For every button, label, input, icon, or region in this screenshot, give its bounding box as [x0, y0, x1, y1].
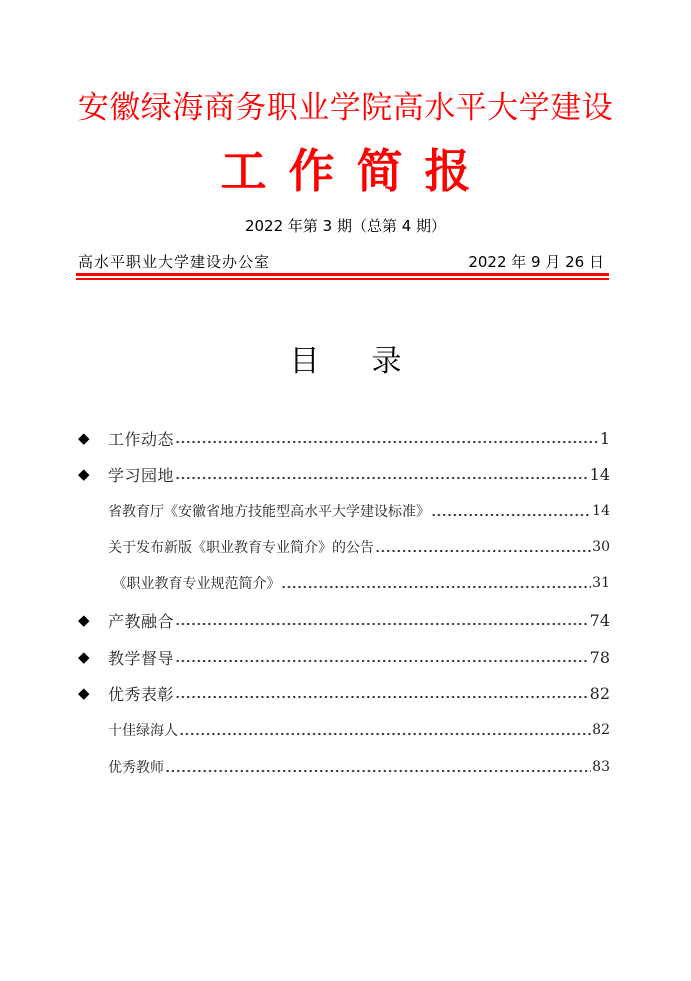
- toc-subitem-page: 30: [592, 539, 610, 555]
- toc-item[interactable]: [78, 607, 610, 633]
- dot-leader: [165, 769, 591, 773]
- toc-subitem[interactable]: [78, 754, 610, 780]
- toc-item[interactable]: [78, 425, 610, 451]
- toc-item[interactable]: [78, 461, 610, 487]
- red-divider-thin: [76, 278, 609, 280]
- toc-subitem[interactable]: [78, 534, 610, 560]
- toc-item-page: 14: [589, 464, 610, 484]
- dot-leader: [175, 440, 599, 444]
- dot-leader: [175, 695, 589, 699]
- toc-item-page: 1: [599, 428, 610, 448]
- issue-number: 2022 年第 3 期（总第 4 期）: [244, 217, 447, 235]
- toc-subitem[interactable]: [78, 717, 610, 743]
- toc-item-page: 78: [589, 647, 610, 667]
- dot-leader: [281, 585, 591, 589]
- red-divider-thick: [76, 273, 609, 276]
- toc-subitem-page: 14: [592, 503, 610, 519]
- dot-leader: [175, 476, 589, 480]
- dot-leader: [375, 549, 591, 553]
- toc-item-label: 产教融合: [108, 611, 175, 631]
- toc-subitem-label: 《职业教育专业规范简介》: [108, 576, 281, 592]
- toc-subitem-label: 优秀教师: [108, 760, 164, 776]
- dot-leader: [179, 732, 591, 736]
- toc-subitem[interactable]: [78, 570, 610, 596]
- college-title: 安徽绿海商务职业学院高水平大学建设: [77, 90, 614, 126]
- toc-subitem-label: 省教育厅《安徽省地方技能型高水平大学建设标准》: [108, 504, 430, 520]
- toc-item-label: 工作动态: [108, 429, 175, 449]
- toc-item-label: 优秀表彰: [108, 684, 175, 704]
- dot-leader: [175, 659, 589, 663]
- issue-date: 2022 年 9 月 26 日: [468, 253, 604, 271]
- toc-item[interactable]: [78, 680, 610, 706]
- toc-subitem-page: 82: [592, 722, 610, 738]
- toc-item-page: 82: [589, 683, 610, 703]
- bulletin-title: 工作简报: [220, 144, 493, 198]
- toc-item-label: 教学督导: [108, 648, 175, 668]
- masthead-info-row: [78, 252, 606, 272]
- toc-heading-right: 录: [371, 344, 402, 379]
- diamond-bullet-icon: ◆: [78, 465, 90, 483]
- diamond-bullet-icon: ◆: [78, 684, 90, 702]
- toc-subitem-label: 关于发布新版《职业教育专业简介》的公告: [108, 540, 374, 556]
- toc-item-label: 学习园地: [108, 465, 175, 485]
- toc-subitem-label: 十佳绿海人: [108, 723, 178, 739]
- dot-leader: [431, 513, 591, 517]
- toc-heading: [0, 342, 691, 382]
- toc-subitem-page: 31: [592, 575, 610, 591]
- toc-subitem-page: 83: [592, 759, 610, 775]
- toc-item[interactable]: [78, 644, 610, 670]
- dot-leader: [175, 622, 589, 626]
- issuing-office: 高水平职业大学建设办公室: [78, 253, 271, 271]
- toc-heading-left: 目: [289, 344, 320, 379]
- diamond-bullet-icon: ◆: [78, 429, 90, 447]
- toc-item-page: 74: [589, 610, 610, 630]
- toc-subitem[interactable]: [78, 498, 610, 524]
- diamond-bullet-icon: ◆: [78, 648, 90, 666]
- diamond-bullet-icon: ◆: [78, 611, 90, 629]
